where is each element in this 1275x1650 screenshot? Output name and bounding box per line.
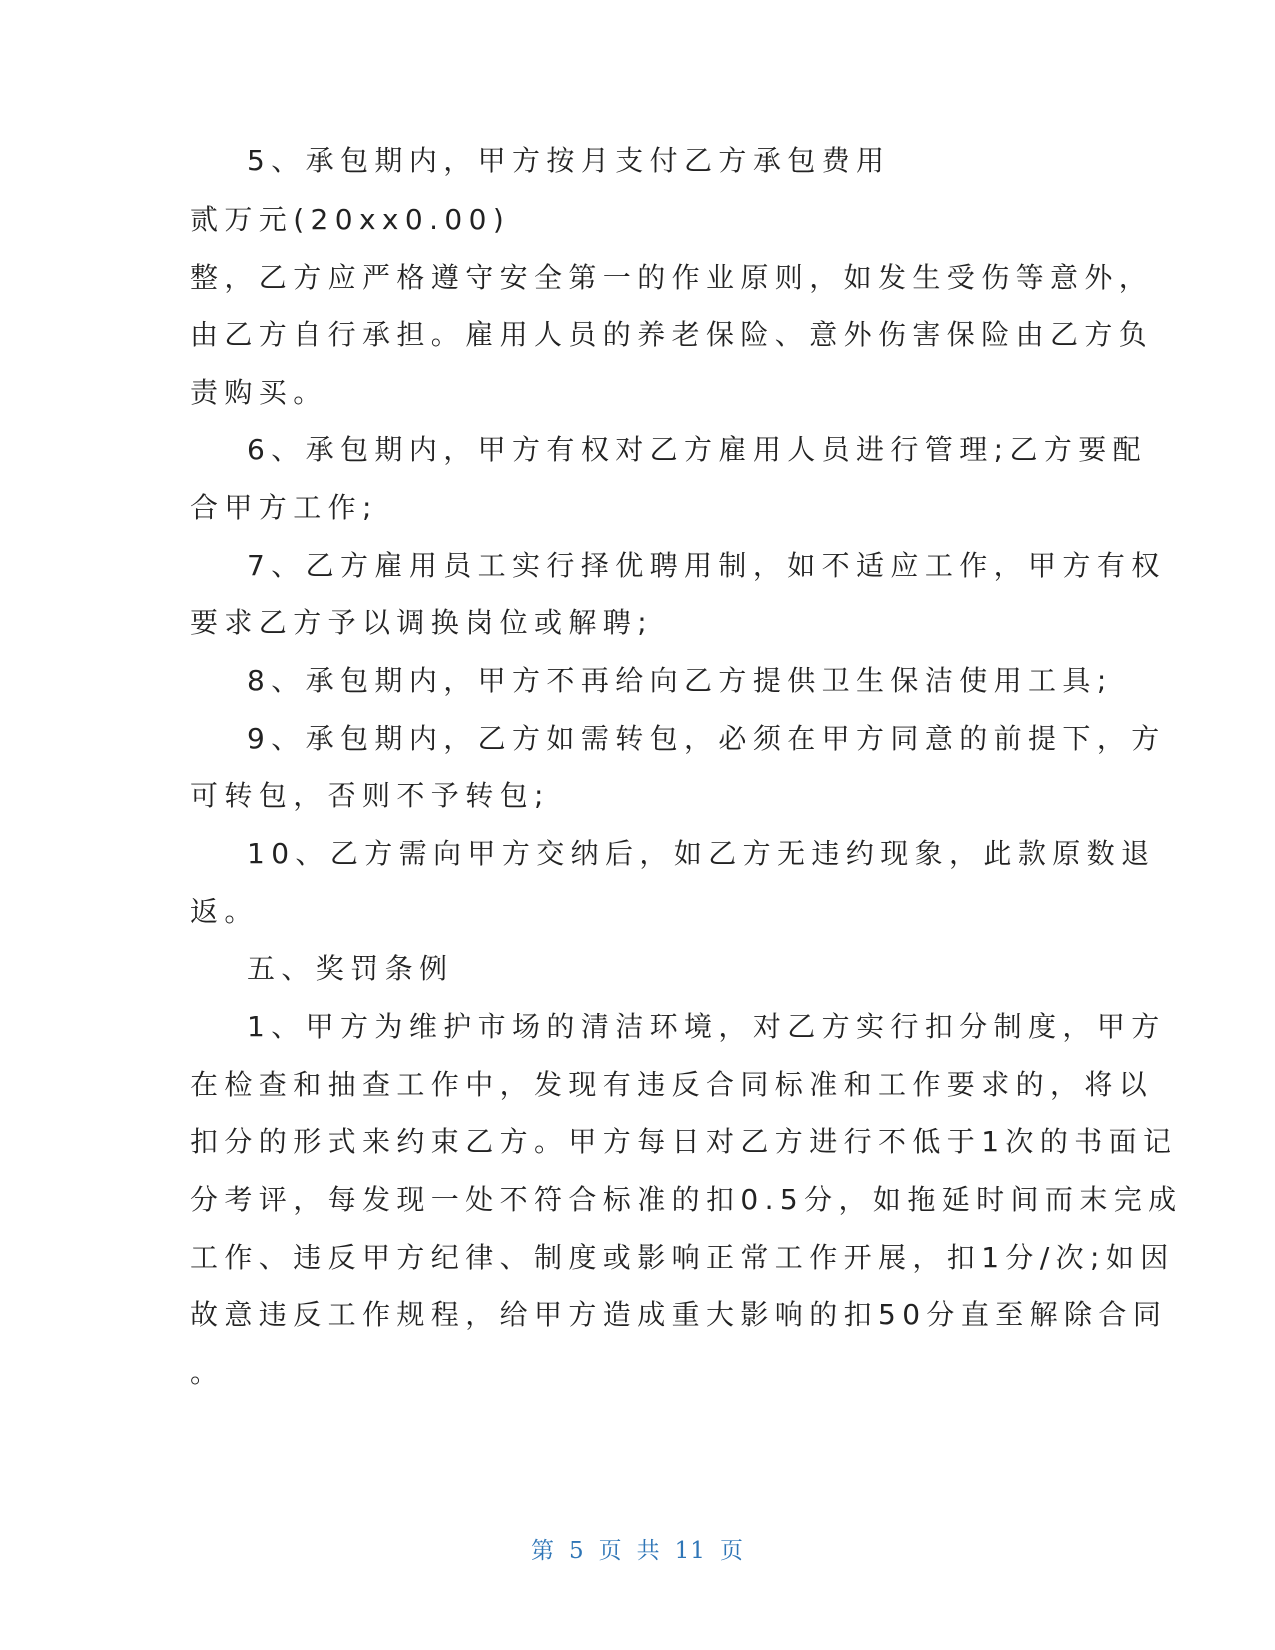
paragraph-line: 9、承包期内，乙方如需转包，必须在甲方同意的前提下，方: [247, 722, 1166, 755]
paragraph-line: 。: [190, 1356, 225, 1389]
paragraph-line: 分考评，每发现一处不符合标准的扣0.5分，如拖延时间而末完成: [190, 1183, 1183, 1216]
paragraph-line: 8、承包期内，甲方不再给向乙方提供卫生保洁使用工具;: [247, 664, 1113, 697]
paragraph-line: 在检查和抽查工作中，发现有违反合同标准和工作要求的，将以: [190, 1068, 1154, 1101]
footer-page-suffix: 页: [719, 1538, 744, 1564]
paragraph-line: 要求乙方予以调换岗位或解聘;: [190, 606, 654, 639]
paragraph-line: 7、乙方雇用员工实行择优聘用制，如不适应工作，甲方有权: [247, 549, 1166, 582]
paragraph-line: 合甲方工作;: [190, 491, 378, 524]
paragraph-line: 工作、违反甲方纪律、制度或影响正常工作开展，扣1分/次;如因: [190, 1241, 1175, 1274]
paragraph-line: 返。: [190, 895, 259, 928]
paragraph-line: 10、乙方需向甲方交纳后，如乙方无违约现象，此款原数退: [247, 837, 1156, 870]
footer-total-pages: 11: [674, 1538, 706, 1564]
paragraph-line: 5、承包期内，甲方按月支付乙方承包费用: [247, 144, 891, 177]
footer-current-page: 5: [569, 1538, 585, 1564]
paragraph-line: 6、承包期内，甲方有权对乙方雇用人员进行管理;乙方要配: [247, 433, 1148, 466]
footer-total-label: 共: [636, 1538, 661, 1564]
paragraph-line: 扣分的形式来约束乙方。甲方每日对乙方进行不低于1次的书面记: [190, 1125, 1178, 1158]
paragraph-line: 可转包，否则不予转包;: [190, 779, 550, 812]
section-heading: 五、奖罚条例: [247, 952, 454, 985]
paragraph-line: 故意违反工作规程，给甲方造成重大影响的扣50分直至解除合同: [190, 1298, 1168, 1331]
paragraph-line: 由乙方自行承担。雇用人员的养老保险、意外伤害保险由乙方负: [190, 318, 1154, 351]
footer-page-prefix: 第: [531, 1538, 556, 1564]
paragraph-line: 整，乙方应严格遵守安全第一的作业原则，如发生受伤等意外，: [190, 261, 1154, 294]
page-footer: [0, 1536, 1275, 1566]
footer-page-mid: 页: [598, 1538, 623, 1564]
paragraph-line: 责购买。: [190, 376, 328, 409]
paragraph-line: 贰万元(20xx0.00): [190, 203, 511, 236]
paragraph-line: 1、甲方为维护市场的清洁环境，对乙方实行扣分制度，甲方: [247, 1010, 1166, 1043]
